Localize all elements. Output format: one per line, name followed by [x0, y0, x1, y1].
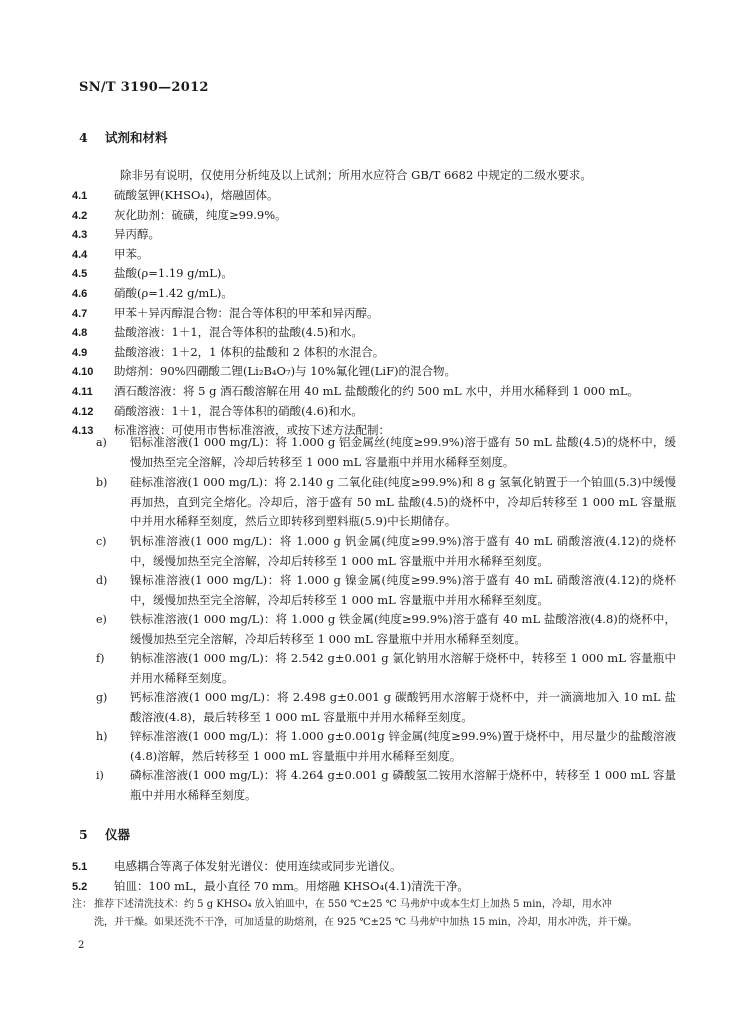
- clause-number: 4.2: [72, 209, 88, 222]
- sub-item-label: f): [96, 652, 105, 665]
- section-title: 仪器: [105, 827, 131, 842]
- sub-item-text: 钒标准溶液(1 000 mg/L)：将 1.000 g 钒金属(纯度≥99.9%)溶于盛有 40 mL 硝酸溶液(4.12)的烧杯中，缓慢加热至完全溶解，冷却后转移至 1 000 mL 容量瓶中并用水稀释至刻度。: [130, 534, 676, 568]
- clause-text: 甲苯＋异丙醇混合物：混合等体积的甲苯和异丙醇。: [114, 305, 379, 320]
- sub-item-label: i): [96, 769, 104, 782]
- clause-item: [72, 265, 233, 281]
- standard-solution-item: [96, 649, 676, 688]
- clause-item: [72, 207, 287, 223]
- standard-code: SN/T 3190—2012: [79, 80, 209, 95]
- clause-number: 4.4: [72, 248, 88, 261]
- sub-item-label: e): [96, 613, 107, 626]
- clause-number: 4.11: [72, 386, 93, 398]
- note-line: 洗，并干燥。如果还洗不干净，可加适量的助熔剂，在 925 ℃±25 ℃ 马弗炉中加热 15 min，冷却，用水冲洗，并干燥。: [94, 917, 638, 928]
- clause-text: 助熔剂：90%四硼酸二锂(Li₂B₄O₇)与 10%氟化锂(LiF)的混合物。: [114, 364, 457, 379]
- section-4-intro: 除非另有说明，仅使用分析纯及以上试剂；所用水应符合 GB/T 6682 中规定的二级水要求。: [120, 168, 592, 182]
- clause-item: [72, 226, 160, 242]
- clause-text: 异丙醇。: [114, 227, 160, 242]
- note-label: 注：: [72, 899, 92, 910]
- clause-item: [72, 344, 384, 360]
- clause-number: 4.7: [72, 307, 88, 320]
- standard-solution-item: [96, 727, 676, 766]
- clause-number: 4.12: [72, 405, 94, 418]
- clause-text: 盐酸溶液：1＋2，1 体积的盐酸和 2 体积的水混合。: [114, 344, 385, 359]
- clause-number: 4.1: [72, 190, 88, 202]
- clause-text: 盐酸(ρ=1.19 g/mL)。: [114, 266, 233, 281]
- section-4-heading: [79, 128, 168, 146]
- clause-item: [72, 305, 379, 321]
- sub-item-text: 铁标准溶液(1 000 mg/L)：将 1.000 g 铁金属(纯度≥99.9%)溶于盛有 40 mL 盐酸溶液(4.8)的烧杯中，缓慢加热至完全溶解，冷却后转移至 1 000 mL 容量瓶中并用水稀释至刻度。: [130, 612, 676, 646]
- clause-number: 4.5: [72, 268, 88, 281]
- standard-solution-item: [96, 473, 676, 532]
- standard-solution-item: [96, 571, 676, 610]
- sub-item-text: 镍标准溶液(1 000 mg/L)：将 1.000 g 镍金属(纯度≥99.9%)溶于盛有 40 mL 硝酸溶液(4.12)的烧杯中，缓慢加热至完全溶解，冷却后转移至 1 000 mL 容量瓶中并用水稀释至刻度。: [130, 573, 676, 607]
- clause-number: 4.6: [72, 288, 88, 300]
- sub-item-label: g): [96, 691, 108, 704]
- clause-item: [72, 383, 639, 399]
- sub-item-text: 锌标准溶液(1 000 mg/L)：将 1.000 g±0.001g 锌金属(纯度≥99.9%)置于烧杯中，用尽量少的盐酸溶液(4.8)溶解，然后转移至 1 000 mL 容量瓶中并用水稀释至刻度。: [130, 729, 676, 763]
- standard-solution-item: [96, 766, 676, 805]
- clause-text: 甲苯。: [114, 246, 149, 261]
- standard-solution-item: [96, 433, 676, 472]
- sub-item-label: d): [96, 574, 108, 587]
- sub-item-label: c): [96, 535, 107, 548]
- clause-text: 灰化助剂：硫磺，纯度≥99.9%。: [114, 207, 287, 222]
- clause-item: [72, 285, 233, 301]
- section-5-heading: [79, 825, 130, 843]
- clause-number: 4.8: [72, 327, 88, 340]
- section-number: 4: [79, 130, 88, 145]
- clause-item: [72, 878, 469, 894]
- clause-item: [72, 187, 279, 203]
- clause-text: 盐酸溶液：1＋1，混合等体积的盐酸(4.5)和水。: [114, 325, 363, 340]
- page-number: 2: [78, 940, 85, 951]
- clause-text: 酒石酸溶液：将 5 g 酒石酸溶解在用 40 mL 盐酸酸化的约 500 mL 水中，并用水稀释到 1 000 mL。: [114, 384, 640, 398]
- clause-number: 5.2: [72, 881, 88, 893]
- clause-text: 铂皿：100 mL，最小直径 70 mm。用熔融 KHSO₄(4.1)清洗干净。: [114, 879, 469, 893]
- sub-item-text: 钙标准溶液(1 000 mg/L)：将 2.498 g±0.001 g 碳酸钙用水溶解于烧杯中，并一滴滴地加入 10 mL 盐酸溶液(4.8)，最后转移至 1 000 mL 容量瓶中并用水稀释至刻度。: [130, 690, 676, 724]
- clause-text: 硝酸(ρ=1.42 g/mL)。: [114, 286, 233, 300]
- note-line: 推荐下述清洗技术：约 5 g KHSO₄ 放入铂皿中，在 550 ℃±25 ℃ 马弗炉中或本生灯上加热 5 min，冷却，用水冲: [94, 899, 612, 910]
- standard-solution-item: [96, 610, 676, 649]
- clause-number: 4.13: [72, 425, 94, 438]
- clause-number: 4.10: [72, 366, 94, 379]
- clause-text: 硫酸氢钾(KHSO₄)，熔融固体。: [114, 188, 279, 202]
- sub-item-text: 硅标准溶液(1 000 mg/L)：将 2.140 g 二氧化硅(纯度≥99.9%)和 8 g 氢氧化钠置于一个铂皿(5.3)中缓慢再加热，直到完全熔化。冷却后，溶于盛有 50 mL 盐酸(4.5)的烧杯中，冷却后转移至 1 000 mL 容量瓶中并用水稀释至刻度，然后立即转移到塑料瓶(5.9)中长期储存。: [130, 475, 676, 528]
- clause-number: 5.1: [72, 861, 88, 873]
- clause-text: 标准溶液：可使用市售标准溶液，或按下述方法配制：: [114, 423, 390, 438]
- clause-item: [72, 363, 456, 379]
- standard-solution-item: [96, 688, 676, 727]
- clause-item: [72, 246, 149, 262]
- sub-item-text: 磷标准溶液(1 000 mg/L)：将 4.264 g±0.001 g 磷酸氢二铵用水溶解于烧杯中，转移至 1 000 mL 容量瓶中并用水稀释至刻度。: [130, 768, 676, 802]
- sub-item-text: 钠标准溶液(1 000 mg/L)：将 2.542 g±0.001 g 氯化钠用水溶解于烧杯中，转移至 1 000 mL 容量瓶中并用水稀释至刻度。: [130, 651, 676, 685]
- section-number: 5: [79, 827, 88, 842]
- note: [72, 896, 684, 932]
- clause-text: 硝酸溶液：1＋1，混合等体积的硝酸(4.6)和水。: [114, 403, 363, 418]
- section-title: 试剂和材料: [105, 130, 168, 145]
- sub-item-text: 铝标准溶液(1 000 mg/L)：将 1.000 g 铝金属丝(纯度≥99.9%)溶于盛有 50 mL 盐酸(4.5)的烧杯中，缓慢加热至完全溶解，冷却后转移至 1 000 mL 容量瓶中并用水稀释至刻度。: [130, 435, 676, 469]
- clause-item: [72, 858, 402, 874]
- sub-item-label: h): [96, 730, 108, 743]
- clause-number: 4.9: [72, 346, 88, 359]
- sub-item-label: b): [96, 476, 108, 489]
- clause-number: 4.3: [72, 229, 88, 242]
- clause-item: [72, 403, 363, 419]
- clause-item: [72, 324, 363, 340]
- standard-solution-item: [96, 532, 676, 571]
- sub-item-label: a): [96, 436, 107, 449]
- clause-text: 电感耦合等离子体发射光谱仪：使用连续或同步光谱仪。: [114, 859, 402, 873]
